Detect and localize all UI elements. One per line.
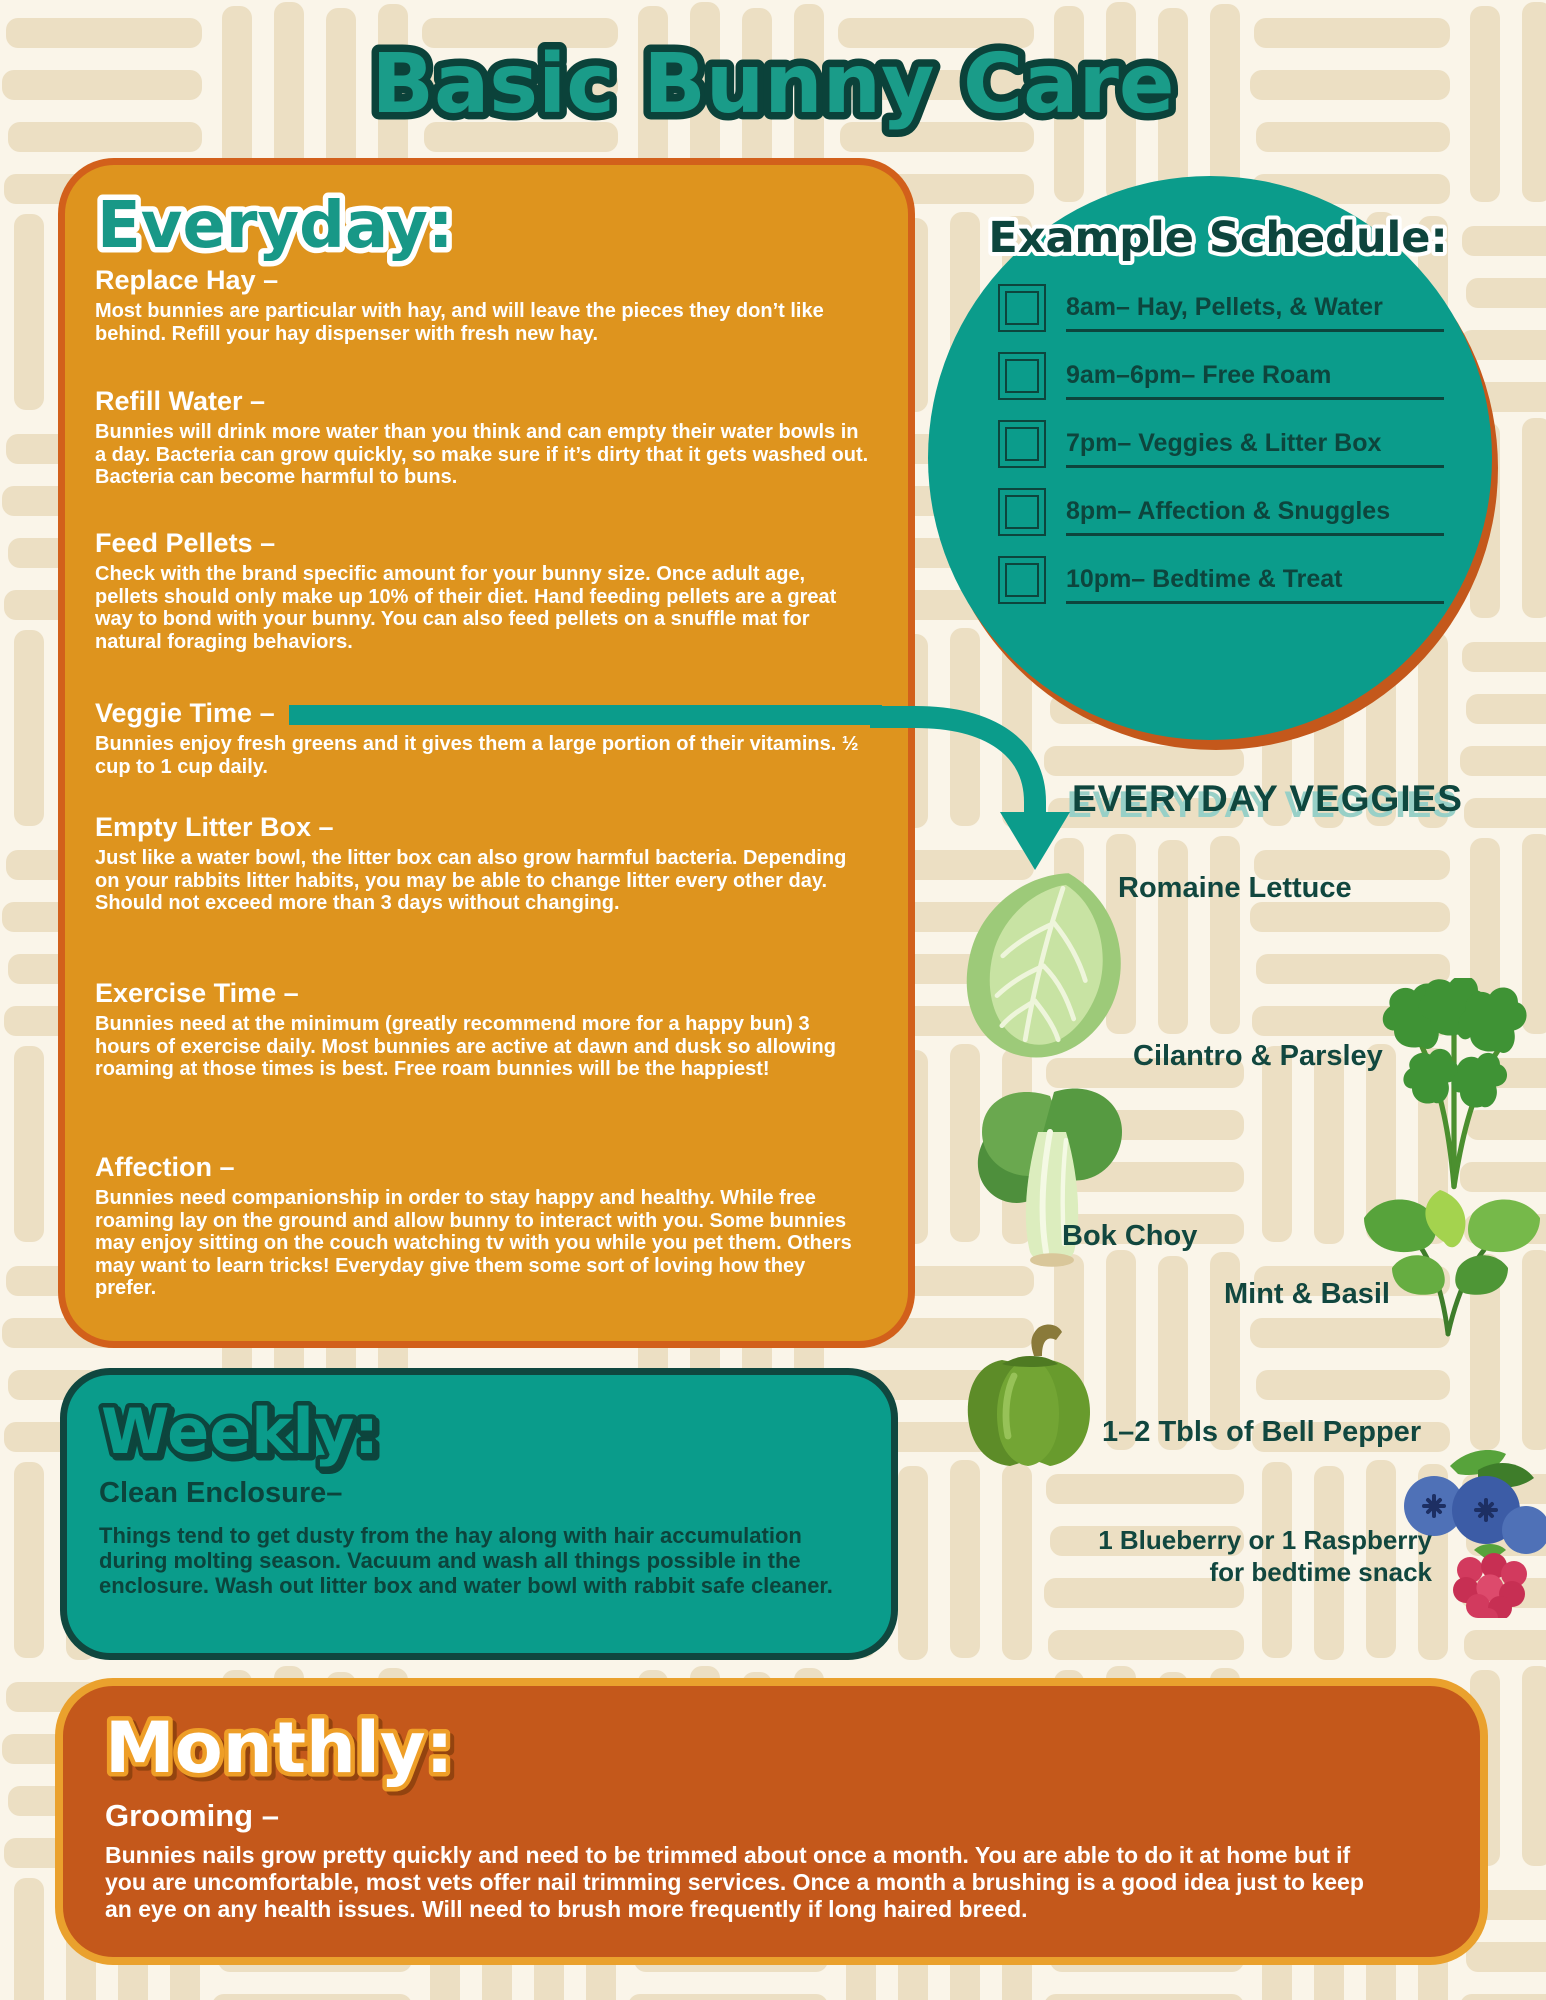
schedule-checkbox[interactable]	[998, 488, 1046, 536]
bell-pepper-icon	[962, 1324, 1096, 1472]
section-heading: Replace Hay –	[95, 265, 279, 295]
everyday-section-affection	[95, 1152, 882, 1300]
section-heading: Affection –	[95, 1152, 235, 1182]
berry-label-line1: 1 Blueberry or 1 Raspberry	[1098, 1525, 1432, 1555]
section-body: Check with the brand specific amount for your bunny size. Once adult age, pellets should only make up 10% of their diet. Hand feeding pellets are a great way to bond with your bunny. You can also feed pellets on a snuffle mat for natural foraging behaviors.	[95, 563, 837, 653]
section-body: Bunnies enjoy fresh greens and it gives them a large portion of their vitamins. ½ cup to 1 cup daily.	[95, 733, 859, 778]
section-heading: Veggie Time –	[95, 698, 275, 728]
everyday-panel	[58, 158, 915, 1348]
schedule-checkbox[interactable]	[998, 352, 1046, 400]
everyday-section-replace-hay	[95, 265, 882, 345]
section-body: Most bunnies are particular with hay, and will leave the pieces they don’t like behind. Refill your hay dispenser with fresh new hay.	[95, 300, 824, 345]
schedule-item-label: 7pm– Veggies & Litter Box	[1066, 429, 1444, 468]
schedule-circle	[928, 176, 1492, 740]
veggie-label-bell-pepper: 1–2 Tbls of Bell Pepper	[1102, 1416, 1422, 1448]
veggie-time-connector-bar	[289, 705, 882, 725]
schedule-row	[998, 480, 1444, 536]
weekly-heading-art	[87, 1381, 507, 1481]
weekly-section-heading: Clean Enclosure–	[99, 1477, 343, 1509]
schedule-row	[998, 412, 1444, 468]
berry-label-line2: for bedtime snack	[1209, 1557, 1432, 1587]
everyday-heading: Everyday:	[97, 189, 454, 263]
romaine-lettuce-icon	[952, 862, 1142, 1067]
everyday-section-feed-pellets	[95, 528, 882, 653]
page-title-art	[0, 10, 1546, 150]
veggie-label-romaine: Romaine Lettuce	[1118, 872, 1352, 904]
everyday-section-refill-water	[95, 386, 882, 489]
cilantro-parsley-icon	[1362, 978, 1546, 1193]
section-heading: Feed Pellets –	[95, 528, 276, 558]
monthly-panel	[55, 1678, 1488, 1965]
weekly-section-body: Things tend to get dusty from the hay along with hair accumulation during molting season. Vacuum and wash all things possible in the enclosure. Wash out litter box and water bowl with rabbit safe cleaner.	[99, 1523, 833, 1598]
veggie-label-cilantro-parsley: Cilantro & Parsley	[1133, 1040, 1383, 1072]
everyday-section-veggie-time	[95, 698, 882, 778]
schedule-row	[998, 548, 1444, 604]
schedule-checkbox[interactable]	[998, 556, 1046, 604]
schedule-item-label: 10pm– Bedtime & Treat	[1066, 565, 1444, 604]
veggie-label-berry-snack	[1080, 1524, 1432, 1588]
section-heading: Empty Litter Box –	[95, 812, 334, 842]
schedule-checkbox[interactable]	[998, 284, 1046, 332]
section-body: Bunnies need companionship in order to stay happy and healthy. While free roaming lay on the ground and allow bunny to interact with you. Some bunnies may enjoy sitting on the couch watching tv with you while you pet them. Others may want to learn tricks! Everyday give them some sort of loving how they prefer.	[95, 1187, 852, 1299]
monthly-heading-art	[91, 1688, 611, 1806]
schedule-item-label: 8pm– Affection & Snuggles	[1066, 497, 1444, 536]
everyday-heading-art	[83, 167, 543, 279]
everyday-section-empty-litter-box	[95, 812, 882, 915]
schedule-row	[998, 344, 1444, 400]
schedule-item-label: 9am–6pm– Free Roam	[1066, 361, 1444, 400]
mint-basil-icon	[1352, 1190, 1546, 1340]
schedule-row	[998, 276, 1444, 332]
section-body: Just like a water bowl, the litter box can also grow harmful bacteria. Depending on your rabbits litter habits, you may be able to change litter every other day. Should not exceed more than 3 days without changing.	[95, 847, 847, 914]
section-body: Bunnies will drink more water than you think and can empty their water bowls in a day. Bacteria can grow quickly, so make sure if it’s dirty that it gets washed out. Bacteria can become harmful to buns.	[95, 421, 869, 488]
everyday-veggies-heading: EVERYDAY VEGGIES	[1072, 778, 1463, 819]
schedule-item-label: 8am– Hay, Pellets, & Water	[1066, 293, 1444, 332]
monthly-section-heading: Grooming –	[105, 1798, 279, 1833]
section-body: Bunnies need at the minimum (greatly recommend more for a happy bun) 3 hours of exercise daily. Most bunnies are active at dawn and dusk so allowing roaming at those times is best. Free roam bunnies will be the happiest!	[95, 1013, 836, 1080]
weekly-heading: Weekly:	[101, 1395, 379, 1468]
section-heading: Exercise Time –	[95, 978, 299, 1008]
veggie-label-mint-basil: Mint & Basil	[1224, 1278, 1390, 1310]
weekly-panel	[60, 1368, 898, 1660]
monthly-heading: Monthly:	[105, 1707, 454, 1789]
monthly-section-body: Bunnies nails grow pretty quickly and need to be trimmed about once a month. You are able to do it at home but if you are uncomfortable, most vets offer nail trimming services. Once a month a brushing is a good idea just to keep an eye on any health issues. Will need to brush more frequently if long haired breed.	[105, 1842, 1364, 1922]
schedule-heading: Example Schedule:	[988, 213, 1448, 263]
everyday-section-exercise-time	[95, 978, 882, 1081]
veggie-label-bok-choy: Bok Choy	[1062, 1220, 1198, 1252]
page-title: Basic Bunny Care	[371, 37, 1175, 132]
section-heading: Refill Water –	[95, 386, 266, 416]
example-schedule-card	[928, 176, 1492, 740]
schedule-heading-art	[928, 204, 1492, 274]
schedule-checkbox[interactable]	[998, 420, 1046, 468]
